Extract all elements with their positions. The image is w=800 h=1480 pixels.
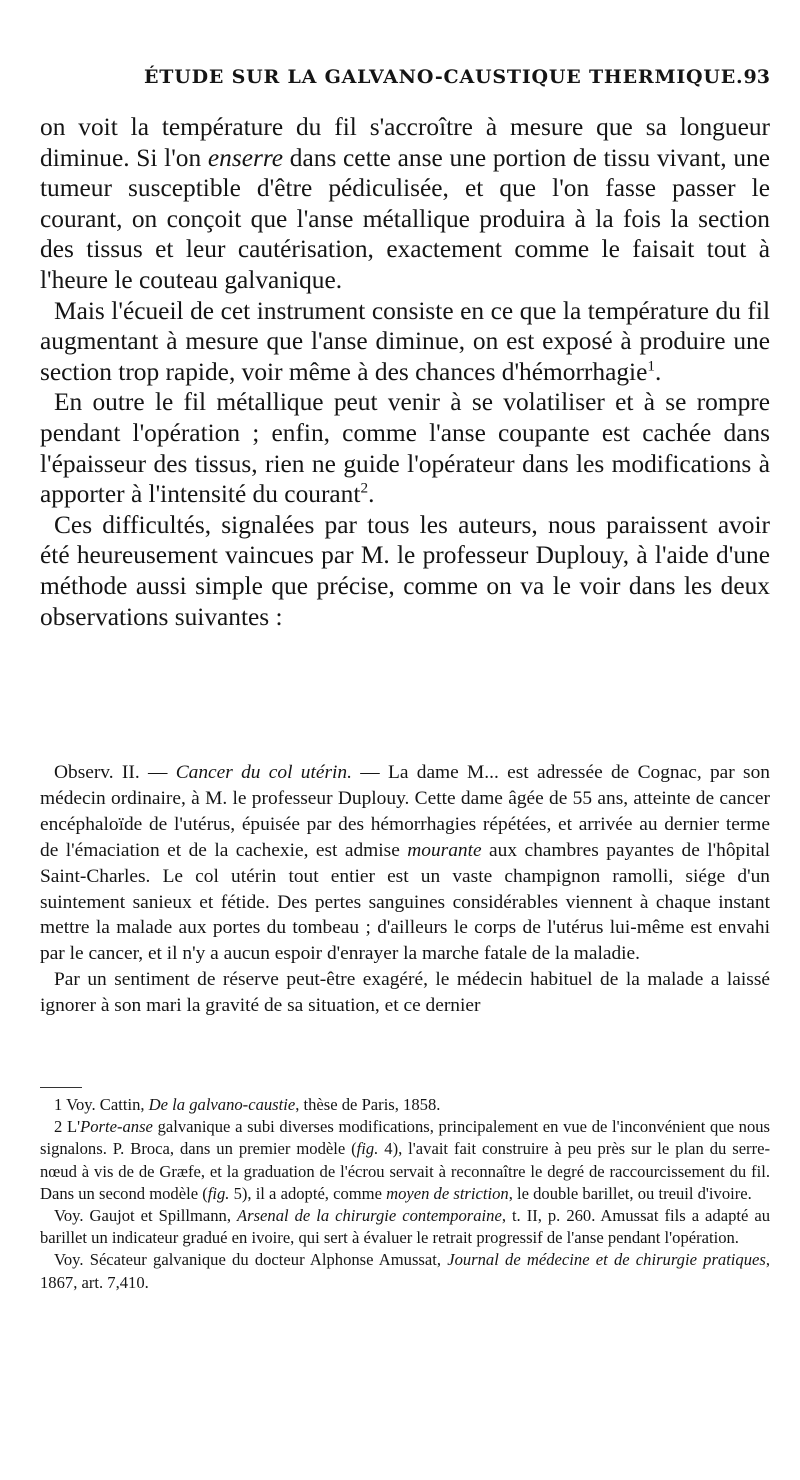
observation-text-a: — La dame M... est adressée de Cognac, par son médecin ordinaire, à M. le professeur Duplouy. Cette dame âgée de 55 ans, atteinte de cancer encéphaloïde de l'utérus, épuisée par des hémorrhagies répétées, et arrivée au dernier terme de l'émaciation et de la cachexie, est admise [40,762,770,861]
footnote-1-text-a: 1 Voy. Cattin, [54,1095,149,1114]
footnote-2-text-c: 4), l'avait fait construire à peu près sur le plan du serre-nœud à vis de de Græfe, et la graduation de l'écrou servait à reconnaître le degré de raccourcissement du fil. Dans un second modèle ( [40,1139,771,1203]
paragraph-1-emphasis: enserre [207,143,284,172]
running-title: ÉTUDE SUR LA GALVANO-CAUSTIQUE THERMIQUE. [144,66,744,88]
page-number: 93 [743,66,770,88]
observation-block [40,760,770,1019]
observation-paragraph-1 [40,760,770,967]
observation-label: Observ. II. — [54,762,176,783]
footnote-2-text-b: galvanique a subi diverses modifications, principalement en vue de l'inconvénient que nous signalons. P. Broca, dans un premier modèle ( [40,1117,770,1159]
footnote-3 [40,1205,770,1249]
paragraph-1-text-b: dans cette anse une portion de tissu vivant, une tumeur susceptible d'être pédiculisée, et que l'on fasse passer le courant, on conçoit que l'anse métallique produira à la fois la section des tissus et leur cautérisation, exactement comme le faisait tout à l'heure le couteau galvanique. [40,143,770,294]
footnote-2-text-e: , le double barillet, ou treuil d'ivoire. [508,1183,752,1203]
page-header [40,66,770,96]
observation-emphasis: mourante [407,839,482,861]
paragraph-2-end: . [655,357,662,386]
footnote-2-em-4: moyen de striction [386,1183,509,1203]
footnote-ref-1: 1 [647,357,655,375]
paragraph-2 [40,296,770,388]
footnote-2-text-a: 2 L' [54,1117,81,1137]
footnote-4-text-a: Voy. Sécateur galvanique du docteur Alphonse Amussat, [54,1250,448,1270]
footnote-2-em-3: fig. [207,1183,230,1203]
paragraph-4 [40,510,770,632]
footnote-4-title: Journal de médecine et de chirurgie pratiques [447,1250,766,1270]
footnote-2 [40,1116,770,1205]
observation-text-b: aux chambres payantes de l'hôpital Saint-Charles. Le col utérin tout entier est un vaste champignon ramolli, siége d'un suintement sanieux et fétide. Des pertes sanguines considérables viennent à chaque instant mettre la malade aux portes du tombeau ; d'ailleurs le corps de l'utérus lui-même est envahi par le cancer, et il n'y a aucun espoir d'enrayer la marche fatale de la maladie. [40,839,770,965]
paragraph-2-text: Mais l'écueil de cet instrument consiste en ce que la température du fil augmentant à mesure que l'anse diminue, on est exposé à produire une section trop rapide, voir même à des chances d'hémorrhagie [40,296,770,386]
footnote-1-title: De la galvano-caustie [148,1095,296,1114]
observation-paragraph-2: Par un sentiment de réserve peut-être exagéré, le médecin habituel de la malade a laissé ignorer à son mari la gravité de sa situation, et ce dernier [40,969,770,1017]
footnote-ref-2: 2 [360,479,369,497]
footnote-1 [40,1094,770,1116]
footnote-divider [40,1087,82,1088]
footnote-3-text-a: Voy. Gaujot et Spillmann, [54,1206,237,1226]
main-text [40,112,770,632]
footnote-2-em-2: fig. [356,1139,379,1159]
footnote-2-text-d: 5), il a adopté, comme [229,1183,387,1203]
footnote-4 [40,1249,770,1293]
footnotes [40,1094,770,1294]
footnote-3-title: Arsenal de la chirurgie contemporaine [236,1206,502,1226]
paragraph-3 [40,387,770,509]
paragraph-1 [40,112,770,296]
footnote-4-text-b: , 1867, art. 7,410. [40,1250,770,1292]
paragraph-4-text: Ces difficultés, signalées par tous les auteurs, nous paraissent avoir été heureusement vaincues par M. le professeur Duplouy, à l'aide d'une méthode aussi simple que précise, comme on va le voir dans les deux observations suivantes : [40,510,770,631]
footnote-3-text-b: , t. II, p. 260. Amussat fils a adapté au barillet un indicateur gradué en ivoire, qui sert à évaluer le retrait progressif de l'anse pendant l'opération. [40,1206,770,1248]
footnote-1-text-b: , thèse de Paris, 1858. [295,1095,441,1114]
paragraph-3-end: . [368,480,375,509]
paragraph-1-text-a: on voit la température du fil s'accroître à mesure que sa longueur diminue. Si l'on [40,113,770,172]
footnote-2-em-1: Porte-anse [80,1117,153,1137]
paragraph-3-text: En outre le fil métallique peut venir à se volatiliser et à se rompre pendant l'opération ; enfin, comme l'anse coupante est cachée dans l'épaisseur des tissus, rien ne guide l'opérateur dans les modifications à apporter à l'intensité du courant [40,388,770,509]
observation-title: Cancer du col utérin. [175,762,352,783]
